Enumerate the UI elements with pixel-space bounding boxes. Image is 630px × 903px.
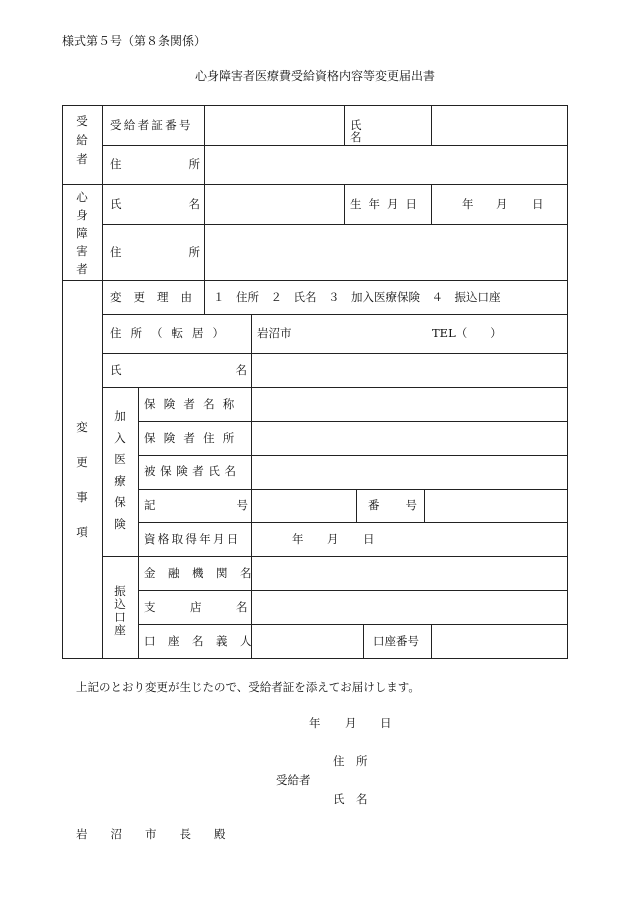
recipient-address-label: 住所 [110,157,267,171]
new-name-field[interactable] [253,355,566,385]
reason-options[interactable]: １ 住所 ２ 氏名 ３ 加入医療保険 ４ 振込口座 [213,290,501,304]
tel-label[interactable]: TEL（ ） [432,326,502,340]
insurer-address-label: 保険者住所 [144,431,243,445]
insurance-section-label: 加入医療保険 [114,409,126,531]
applicant-name-label: 氏 名 [333,792,368,806]
insurer-name-label: 保険者名称 [144,397,243,411]
reason-label: 変更理由 [110,290,204,304]
recipient-address-field[interactable] [206,147,566,183]
symbol-label: 記号 [144,498,329,512]
account-holder-label: 口座名義人 [144,634,264,648]
recipient-section-label: 受給者 [76,114,88,166]
cert-number-field[interactable] [206,107,342,143]
disabled-name-field[interactable] [206,186,342,222]
branch-label: 支店名 [144,600,282,614]
dob-day: 日 [532,197,544,211]
dob-label: 生年月日 [350,197,424,211]
acquired-month: 月 [327,532,339,546]
insured-name-label: 被保険者氏名 [144,464,241,478]
acquired-day: 日 [363,532,375,546]
form-title: 心身障害者医療費受給資格内容等変更届出書 [194,69,435,83]
disabled-address-field[interactable] [206,226,566,278]
disabled-name-label: 氏名 [110,197,267,211]
new-address-label: 住所（転居） [110,326,233,340]
disabled-address-label: 住所 [110,245,267,259]
form-number: 様式第５号（第８条関係） [62,34,207,48]
applicant-address-label: 住 所 [333,754,368,768]
new-name-label: 氏名 [110,363,361,377]
acquired-date-label: 資格取得年月日 [144,532,241,546]
footer-month: 月 [345,716,357,730]
bank-section-label: 振込口座 [114,584,126,637]
recipient-name-field[interactable] [433,107,566,143]
footer-year: 年 [309,716,321,730]
new-address-city[interactable]: 岩沼市 [257,326,292,340]
dob-year: 年 [462,197,474,211]
account-number-label: 口座番号 [373,634,419,648]
applicant-label: 受給者 [276,773,311,787]
disabled-person-section-label: 心身障害者 [76,190,88,276]
statement: 上記のとおり変更が生じたので、受給者証を添えてお届けします。 [76,680,420,694]
recipient-name-label: 氏名 [350,118,414,144]
cert-number-label: 受給者証番号 [110,118,193,132]
changes-section-label: 変更事項 [76,420,88,539]
bank-name-label: 金融機関名 [144,566,264,580]
dob-month: 月 [496,197,508,211]
number-label: 番号 [368,498,443,512]
acquired-year: 年 [292,532,304,546]
footer-day: 日 [380,716,392,730]
addressee: 岩 沼 市 長 殿 [76,827,226,841]
